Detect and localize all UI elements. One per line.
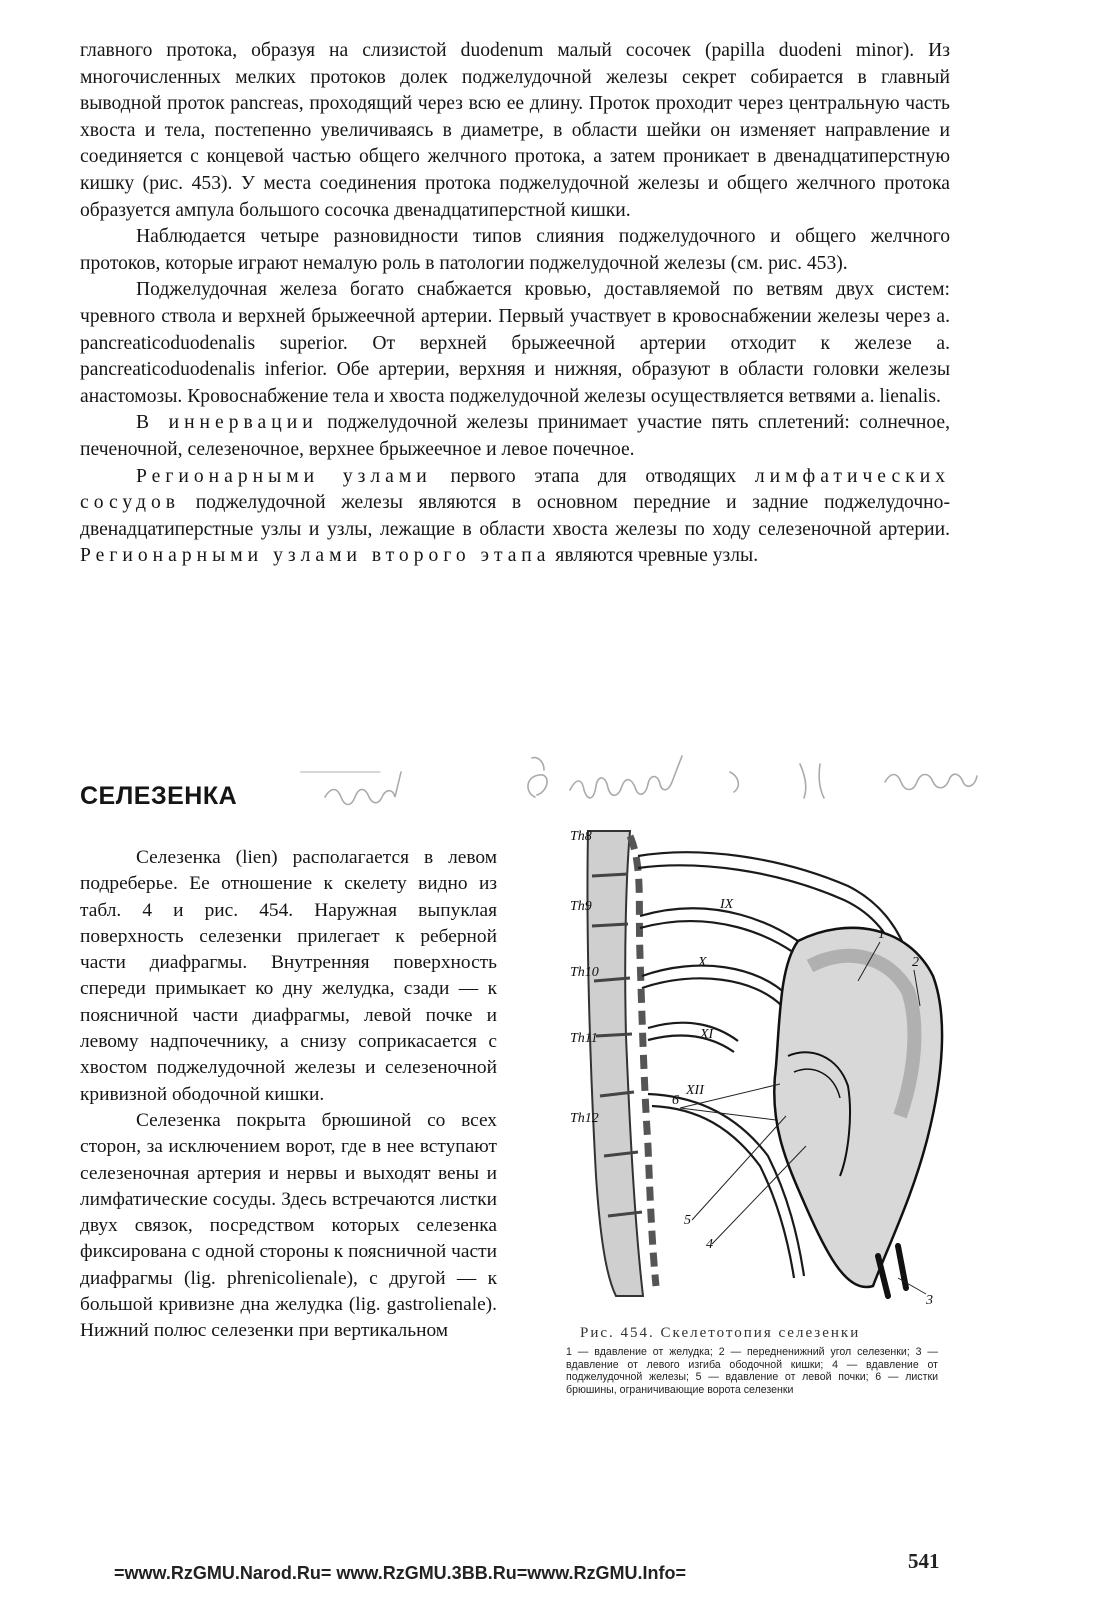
page-number: 541 <box>908 1549 940 1573</box>
paragraph-lymph-nodes <box>80 464 950 570</box>
lymph-text-3: являются чревные узлы. <box>550 545 759 567</box>
label-th9: Th9 <box>570 899 592 914</box>
label-4: 4 <box>706 1237 713 1252</box>
label-rib-xii: XII <box>686 1083 704 1098</box>
label-3: 3 <box>926 1293 933 1308</box>
label-2: 2 <box>912 955 919 970</box>
label-rib-ix: IX <box>720 897 734 912</box>
spleen-illustration <box>548 816 948 1316</box>
innervation-text: поджелудочной железы принимает участие пять сплетений: солнечное, печеночной, селезеночное, верхнее брыжеечное и левое почечное. <box>80 412 950 460</box>
paragraph-duct-variants: Наблюдается четыре разновидности типов слияния поджелудочного и общего желчного протоков, которые играют немалую роль в патологии поджелудочной железы (см. рис. 453). <box>80 226 950 274</box>
caption-body: 1 — вдавление от желудка; 2 — передненижний угол селезенки; 3 — вдавление от левого изгиба ободочной кишки; 4 — вдавление от поджелудочной железы; 5 — вдавление от левой почки; 6 — листки брюшины, ограничивающие ворота селезенки <box>566 1346 938 1396</box>
paragraph-ducts: главного протока, образуя на слизистой duodenum малый сосочек (papilla duodeni minor). Из многочисленных мелких протоков долек поджелудочной железы секрет собирается в главный выводной проток pancreas, проходящий через всю ее длину. Проток проходит через центральную часть хвоста и тела, постепенно увеличиваясь в диаметре, в области шейки он изменяет направление и соединяется с концевой частью общего желчного протока, а затем проникает в двенадцатиперстную кишку (рис. 453). У места соединения протока поджелудочной железы и общего желчного протока образуется ампула большого сосочка двенадцатиперстной кишки. <box>80 40 950 221</box>
label-th8: Th8 <box>570 829 592 844</box>
section-title-spleen: СЕЛЕЗЕНКА <box>80 782 238 810</box>
label-5: 5 <box>684 1213 691 1228</box>
lymph-term-1: Регионарными узлами <box>136 465 432 487</box>
figure-spleen-skeletotopy <box>548 816 948 1316</box>
lymph-text-1: первого этапа для отводящих <box>431 465 755 487</box>
label-rib-xi: XI <box>700 1027 714 1042</box>
spleen-organ <box>774 928 942 1296</box>
spleen-text <box>80 845 497 1345</box>
paragraph-spleen-peritoneum: Селезенка покрыта брюшиной со всех сторон, за исключением ворот, где в нее вступают селезеночная артерия и нервы и выходят вены и лимфатические сосуды. Здесь встречаются листки двух связок, посредством которых селезенка фиксирована с одной стороны к поясничной части диафрагмы (lig. phrenicolienale), с другой — к большой кривизне дна желудка (lig. gastrolienale). Нижний полюс селезенки при вертикальном <box>80 1109 497 1342</box>
lymph-term-3: Регионарными узлами второго этапа <box>80 545 551 567</box>
lymph-term-2: лимфатических сосудов <box>80 465 950 514</box>
lymph-text-2: поджелудочной железы являются в основном передние и задние поджелудочно-двенадцатиперстные узлы и узлы, лежащие в области хвоста железы по ходу селезеночной артерии. <box>80 492 950 540</box>
spine <box>587 831 656 1296</box>
footer-watermark: =www.RzGMU.Narod.Ru= www.RzGMU.3BB.Ru=www.RzGMU.Info= <box>114 1563 687 1583</box>
label-rib-x: X <box>698 955 707 970</box>
caption-title: Рис. 454. Скелетотопия селезенки <box>580 1325 861 1341</box>
label-th11: Th11 <box>570 1031 598 1046</box>
label-th10: Th10 <box>570 965 599 980</box>
innervation-term: В иннервации <box>136 412 318 434</box>
figure-caption <box>566 1325 938 1396</box>
paragraph-blood-supply: Поджелудочная железа богато снабжается кровью, доставляемой по ветвям двух систем: чревного ствола и верхней брыжеечной артерии. Первый участвует в кровоснабжении железы через a. pancreaticoduodenalis superior. От верхней брыжеечной артерии отходит к железе a. pancreaticoduodenalis inferior. Обе артерии, верхняя и нижняя, образуют в области головки железы анастомозы. Кровоснабжение тела и хвоста поджелудочной железы осуществляется ветвями a. lienalis. <box>80 279 950 407</box>
pancreas-text <box>80 38 950 570</box>
paragraph-innervation <box>80 410 950 463</box>
label-th12: Th12 <box>570 1111 599 1126</box>
label-1: 1 <box>878 927 885 942</box>
paragraph-spleen-position: Селезенка (lien) располагается в левом подреберье. Ее отношение к скелету видно из табл. 4 и рис. 454. Наружная выпуклая поверхность селезенки прилегает к реберной части диафрагмы. Внутренняя поверхность спереди примыкает ко дну желудка, сзади — к поясничной части диафрагмы, левой почке и левому надпочечнику, а снизу соприкасается с хвостом поджелудочной железы и селезеночной кривизной ободочной кишки. <box>80 847 497 1105</box>
label-6: 6 <box>672 1093 679 1108</box>
